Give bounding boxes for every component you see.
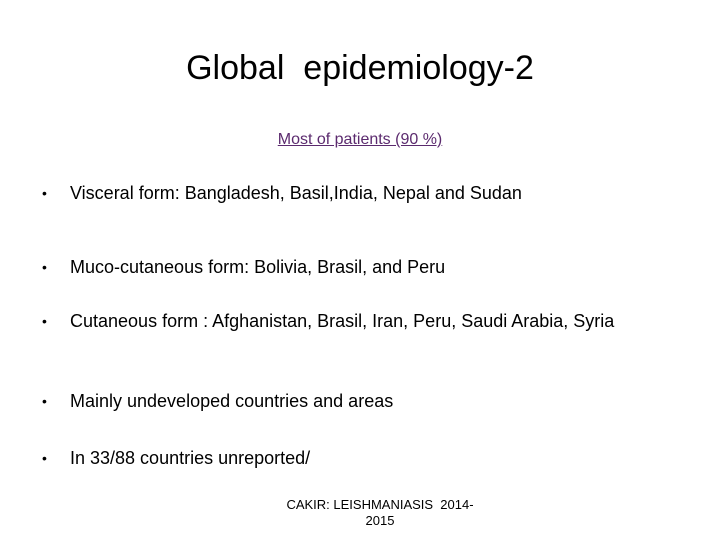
bullet-dot-icon: • (42, 313, 47, 329)
bullet-dot-icon: • (42, 259, 47, 275)
bullet-item-unreported (42, 446, 310, 470)
bullet-text: In 33/88 countries unreported/ (70, 448, 311, 468)
bullet-dot-icon: • (42, 393, 47, 409)
bullet-text: Mainly undeveloped countries and areas (70, 391, 394, 411)
bullet-text: Muco-cutaneous form: Bolivia, Brasil, and Peru (70, 257, 446, 277)
bullet-dot-icon: • (42, 450, 47, 466)
slide-title: Global epidemiology-2 (186, 49, 534, 87)
bullet-item-cutaneous (42, 309, 614, 333)
bullet-dot-icon: • (42, 185, 47, 201)
bullet-item-undeveloped (42, 389, 393, 413)
bullet-text: Visceral form: Bangladesh, Basil,India, Nepal and Sudan (70, 183, 522, 203)
bullet-item-visceral (42, 181, 522, 205)
slide-subtitle: Most of patients (90 %) (277, 131, 443, 148)
bullet-text: Cutaneous form : Afghanistan, Brasil, Iran, Peru, Saudi Arabia, Syria (70, 311, 615, 331)
bullet-item-muco-cutaneous (42, 255, 445, 279)
slide-footer: CAKIR: LEISHMANIASIS 2014- 2015 (286, 497, 474, 528)
